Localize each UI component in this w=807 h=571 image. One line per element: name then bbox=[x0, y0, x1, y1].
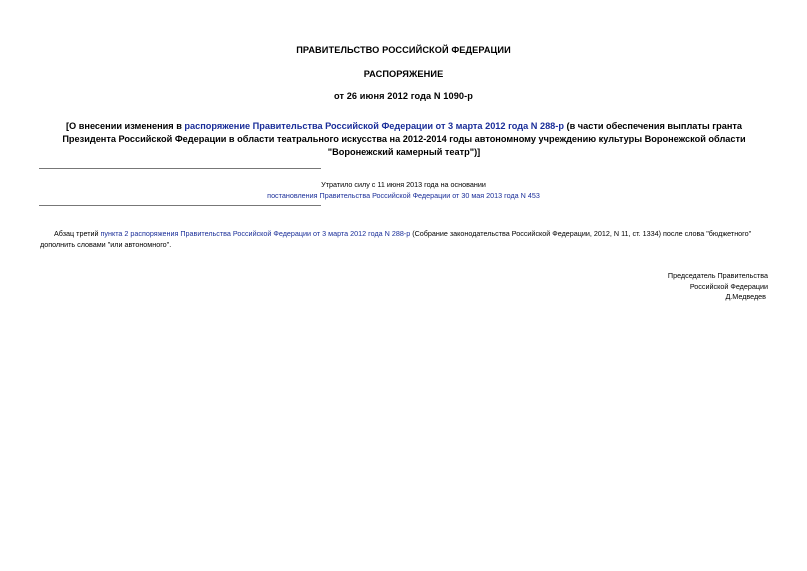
signatory-position-line1: Председатель Правительства bbox=[667, 271, 768, 280]
government-heading: ПРАВИТЕЛЬСТВО РОССИЙСКОЙ ФЕДЕРАЦИИ bbox=[296, 45, 511, 55]
document-date: от 26 июня 2012 года N 1090-р bbox=[333, 91, 474, 101]
annulment-link-line bbox=[0, 191, 807, 200]
document-type-heading: РАСПОРЯЖЕНИЕ bbox=[363, 69, 444, 79]
body-prefix: Абзац третий bbox=[54, 229, 101, 238]
annulment-note: Утратило силу с 11 июня 2013 года на основании bbox=[321, 180, 486, 189]
body-reference-link[interactable]: пункта 2 распоряжения Правительства Российской Федерации от 3 марта 2012 года N 288-р bbox=[100, 229, 411, 238]
title-prefix: [О внесении изменения в bbox=[65, 121, 185, 131]
body-paragraph bbox=[40, 228, 768, 250]
body-suffix: (Собрание законодательства Российской Федерации, 2012, N 11, ст. 1334) после слова "бюджетного" дополнить словами "или автономного". bbox=[40, 229, 752, 249]
annulment-reference-link[interactable]: постановления Правительства Российской Федерации от 30 мая 2013 года N 453 bbox=[267, 191, 540, 200]
signatory-position-line2: Российской Федерации bbox=[689, 282, 768, 291]
divider-top bbox=[39, 168, 321, 169]
title-suffix: (в части обеспечения выплаты гранта Президента Российской Федерации в области театрального искусства на 2012-2014 годы автономному учреждению культуры Воронежской области "Воронежский камерный театр")] bbox=[62, 121, 746, 157]
title-reference-link[interactable]: распоряжение Правительства Российской Федерации от 3 марта 2012 года N 288-р bbox=[184, 121, 564, 131]
signatory-name: Д.Медведев bbox=[725, 292, 766, 301]
document-title bbox=[40, 120, 768, 159]
divider-bottom bbox=[39, 205, 321, 206]
